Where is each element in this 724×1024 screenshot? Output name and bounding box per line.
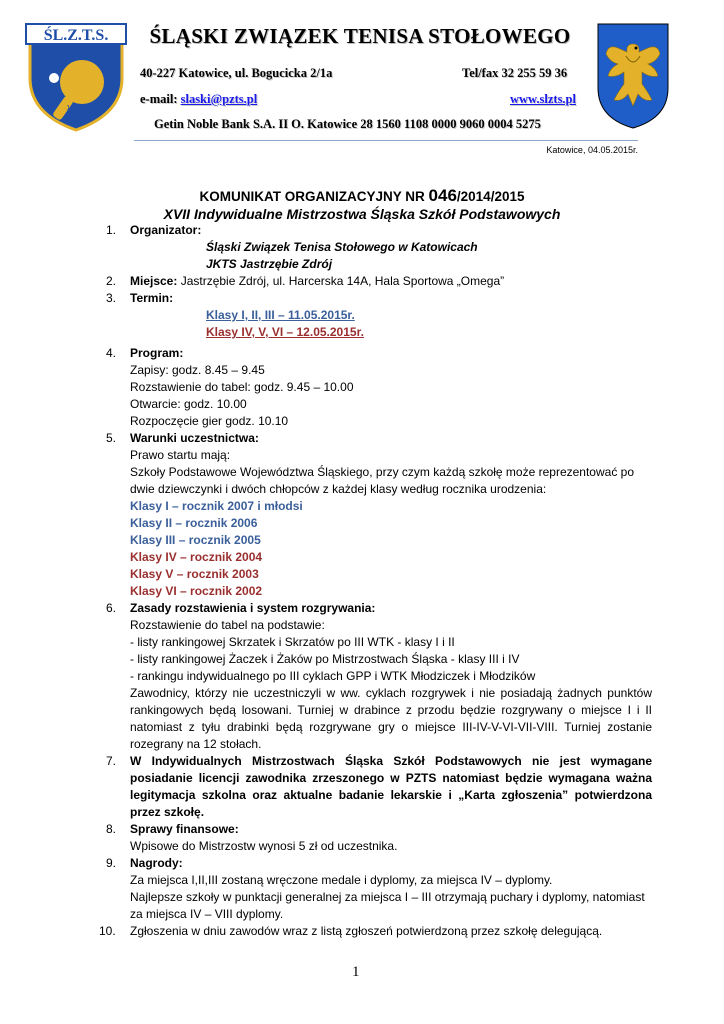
class-year: Klasy I – rocznik 2007 i młodsi: [130, 499, 303, 513]
organizer-1: Śląski Związek Tenisa Stołowego w Katowicach: [206, 240, 478, 254]
organizer-2: JKTS Jastrzębie Zdrój: [206, 257, 333, 271]
class-year: Klasy IV – rocznik 2004: [130, 550, 263, 564]
logo-text: ŚL.Z.T.S.: [43, 27, 109, 44]
slzts-logo: [24, 22, 128, 132]
seeding-line: - listy rankingowej Skrzatek i Skrzatów po III WTK - klasy I i II: [130, 635, 455, 649]
email-line: [140, 92, 257, 107]
section-number: 3.: [106, 291, 117, 305]
section-heading: Organizator:: [130, 223, 202, 237]
section-number: 5.: [106, 431, 117, 445]
program-line: Otwarcie: godz. 10.00: [130, 397, 247, 411]
class-year: Klasy III – rocznik 2005: [130, 533, 261, 547]
address: 40-227 Katowice, ul. Bogucicka 2/1a: [140, 66, 333, 80]
venue-text: Jastrzębie Zdrój, ul. Harcerska 14A, Hala Sportowa „Omega”: [177, 274, 505, 288]
section-seeding-system: [92, 600, 652, 753]
phone-fax: Tel/fax 32 255 59 36: [462, 66, 568, 80]
finance-line: Wpisowe do Mistrzostw wynosi 5 zł od uczestnika.: [130, 839, 398, 853]
section-venue: [92, 273, 652, 290]
section-number: 1.: [106, 223, 117, 237]
seeding-line: - rankingu indywidualnego po III cyklach GPP i WTK Młodziczek i Młodzików: [130, 669, 536, 683]
seeding-line: Zawodnicy, którzy nie uczestniczyli w ww. cyklach rozgrywek i nie posiadają żadnych punktów rankingowych będą losowani. Turniej w drabince z przodu będzie rozgrywany o miejsce I i II natomiast z tyłu drabinki będą rozgrywane gry o miejsce III-IV-V-VI-VII-VIII. Turniej zostanie rozegrany na 12 stołach.: [130, 686, 652, 751]
section-number: 10.: [99, 924, 116, 938]
organization-name: ŚLĄSKI ZWIĄZEK TENISA STOŁOWEGO: [149, 24, 571, 48]
section-finance: [92, 821, 652, 855]
program-line: Zapisy: godz. 8.45 – 9.45: [130, 363, 265, 377]
section-program: [92, 345, 652, 430]
email-link[interactable]: slaski@pzts.pl: [180, 92, 258, 106]
license-text: W Indywidualnych Mistrzostwach Śląska Szkół Podstawowych nie jest wymagane posiadanie licencji zawodnika zrzeszonego w PZTS natomiast będzie wymagana ważna legitymacja szkolna oraz aktualne badanie lekarskie i „Karta zgłoszenia” potwierdzona przez szkołę.: [130, 754, 652, 819]
registration-text: Zgłoszenia w dniu zawodów wraz z listą zgłoszeń potwierdzoną przez szkołę delegującą.: [130, 924, 603, 938]
section-heading: Miejsce:: [130, 274, 178, 288]
page-number: 1: [352, 964, 360, 980]
email-label: e-mail:: [140, 92, 178, 106]
section-number: 2.: [106, 274, 117, 288]
section-heading: Sprawy finansowe:: [130, 822, 239, 836]
section-number: 6.: [106, 601, 117, 615]
section-heading: Program:: [130, 346, 184, 360]
section-number: 8.: [106, 822, 117, 836]
seeding-line: Rozstawienie do tabel na podstawie:: [130, 618, 325, 632]
website-line: [510, 92, 576, 107]
document-date: Katowice, 04.05.2015r.: [546, 145, 638, 155]
bank-account: Getin Noble Bank S.A. II O. Katowice 28 1560 1108 0000 9060 0004 5275: [154, 117, 541, 131]
date-classes-1-3: Klasy I, II, III – 11.05.2015r.: [206, 308, 355, 322]
section-heading: Nagrody:: [130, 856, 183, 870]
section-license: [92, 753, 652, 821]
seeding-line: - listy rankingowej Żaczek i Żaków po Mistrzostwach Śląska - klasy III i IV: [130, 652, 520, 666]
silesia-eagle-icon: [596, 22, 670, 130]
participation-line: Prawo startu mają:: [130, 448, 231, 462]
title-prefix: KOMUNIKAT ORGANIZACYJNY NR: [199, 189, 429, 204]
title-suffix: /2014/2015: [456, 189, 525, 204]
program-line: Rozstawienie do tabel: godz. 9.45 – 10.00: [130, 380, 354, 394]
event-name: XVII Indywidualne Mistrzostwa Śląska Szkół Podstawowych: [163, 206, 561, 222]
date-classes-4-6: Klasy IV, V, VI – 12.05.2015r.: [206, 325, 364, 339]
header-divider: [134, 140, 638, 141]
class-year: Klasy II – rocznik 2006: [130, 516, 258, 530]
section-number: 4.: [106, 346, 117, 360]
program-line: Rozpoczęcie gier godz. 10.10: [130, 414, 289, 428]
prizes-line: Najlepsze szkoły w punktacji generalnej za miejsca I – III otrzymają puchary i dyplomy, natomiast za miejsca IV – VIII dyplomy.: [130, 890, 645, 921]
communique-body: [92, 222, 652, 940]
section-heading: Termin:: [130, 291, 174, 305]
class-year: Klasy V – rocznik 2003: [130, 567, 259, 581]
section-heading: Warunki uczestnictwa:: [130, 431, 259, 445]
section-participation: [92, 430, 652, 600]
participation-line: Szkoły Podstawowe Województwa Śląskiego, przy czym każdą szkołę może reprezentować po dwie dziewczynki i dwóch chłopców z każdej klasy według rocznika urodzenia:: [130, 465, 634, 496]
section-dates: [92, 290, 652, 341]
class-year: Klasy VI – rocznik 2002: [130, 584, 263, 598]
section-heading: Zasady rozstawienia i system rozgrywania:: [130, 601, 376, 615]
section-number: 7.: [106, 754, 117, 768]
communique-number: 046: [428, 186, 457, 205]
section-number: 9.: [106, 856, 117, 870]
prizes-line: Za miejsca I,II,III zostaną wręczone medale i dyplomy, za miejsca IV – dyplomy.: [130, 873, 553, 887]
website-link[interactable]: www.slzts.pl: [510, 92, 576, 106]
logo-year: 1929: [66, 105, 82, 112]
section-prizes: [92, 855, 652, 923]
document-title: [0, 186, 724, 206]
section-organizer: [92, 222, 652, 273]
section-registration: [92, 923, 652, 940]
